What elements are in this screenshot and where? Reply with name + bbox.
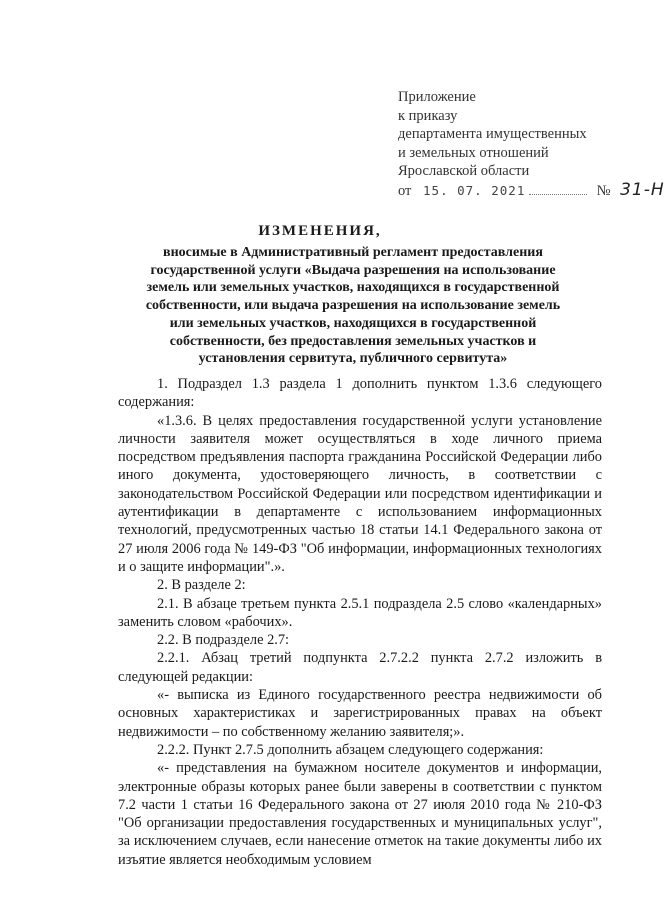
document-body	[118, 375, 602, 869]
order-date: 15. 07. 2021	[423, 182, 526, 198]
appendix-header	[398, 88, 665, 200]
appendix-line: Ярославской области	[398, 163, 530, 179]
document-title: ИЗМЕНЕНИЯ,	[258, 223, 382, 239]
appendix-line: Приложение	[398, 89, 476, 105]
order-number: 31-Н	[620, 179, 665, 200]
appendix-line: департамента имущественных	[398, 126, 587, 142]
appendix-line: к приказу	[398, 107, 458, 124]
appendix-line: и земельных отношений	[398, 144, 549, 161]
date-prefix: от	[398, 182, 412, 199]
paragraph: «- выписка из Единого государственного реестра недвижимости об основных характеристиках и зарегистрированных правах на объект недвижимости – по собственному желанию заявителя;».	[118, 687, 602, 740]
paragraph: 2.2. В подразделе 2.7:	[157, 632, 290, 649]
number-prefix: №	[596, 182, 611, 199]
paragraph: 2.1. В абзаце третьем пункта 2.5.1 подраздела 2.5 слово «календарных» заменить словом «рабочих».	[118, 595, 602, 630]
paragraph: 2.2.1. Абзац третий подпункта 2.7.2.2 пункта 2.7.2 изложить в следующей редакции:	[118, 650, 602, 685]
dotted-fill	[529, 194, 587, 195]
paragraph: 2.2.2. Пункт 2.7.5 дополнить абзацем следующего содержания:	[157, 741, 544, 758]
paragraph: 2. В разделе 2:	[157, 577, 246, 594]
document-subtitle: вносимые в Административный регламент предоставления государственной услуги «Выдача разрешения на использование земель или земельных участков, находящихся в государственной собственности, или выдача разрешения на использование земель или земельных участков, находящихся в государственной собственности, без предоставления земельных участков и установления сервитута, публичного сервитута»	[145, 245, 561, 367]
paragraph: 1. Подраздел 1.3 раздела 1 дополнить пунктом 1.3.6 следующего содержания:	[118, 376, 602, 411]
order-date-number	[398, 179, 665, 201]
paragraph: «1.3.6. В целях предоставления государственной услуги установление личности заявителя может осуществляться в ходе личного приема посредством предъявления паспорта гражданина Российской Федерации либо иного документа, удостоверяющего личность, в соответствии с законодательством Российской Федерации или посредством идентификации и аутентификации в департаменте с использованием информационных технологий, предусмотренных частью 18 статьи 14.1 Федерального закона от 27 июля 2006 года № 149-ФЗ "Об информации, информационных технологиях и о защите информации".».	[118, 412, 602, 575]
paragraph: «- представления на бумажном носителе документов и информации, электронные образы которых ранее были заверены в соответствии с пунктом 7.2 части 1 статьи 16 Федерального закона от 27 июля 2010 года № 210-ФЗ "Об организации предоставления государственных и муниципальных услуг", за исключением случаев, если нанесение отметок на такие документы либо их изъятие является необходимым условием	[118, 760, 602, 868]
